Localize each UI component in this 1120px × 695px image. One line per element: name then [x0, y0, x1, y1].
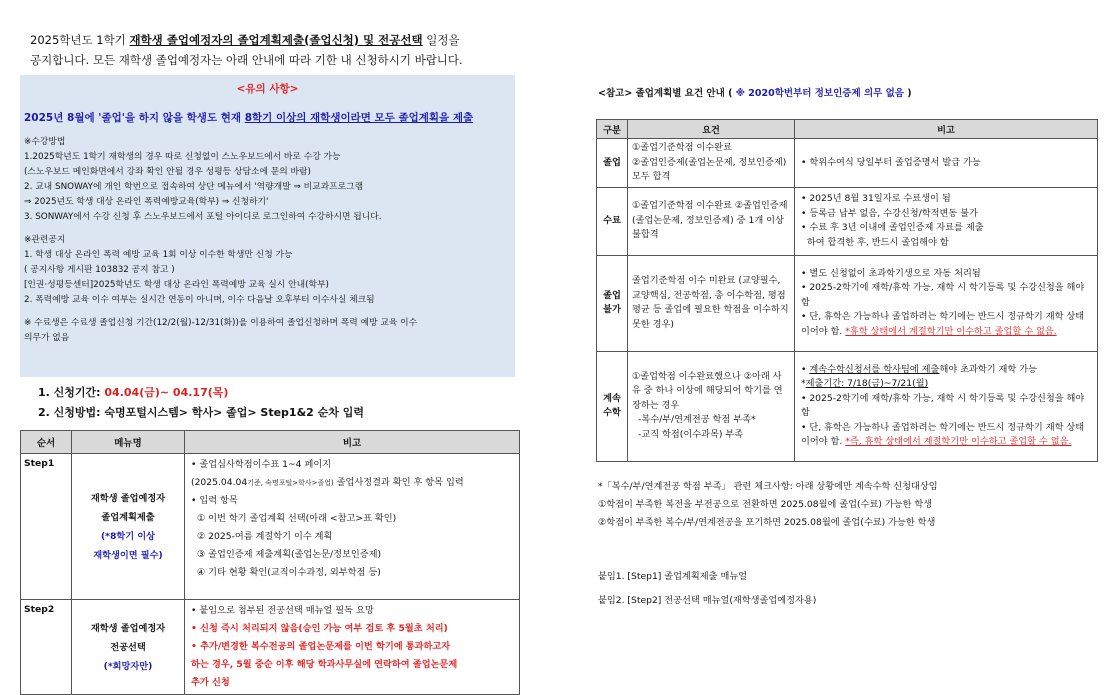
step2-note-3: • 추가/변경한 복수전공의 졸업논문제를 이번 학기에 통과하고자 [191, 641, 451, 652]
req-type-text: 졸업불가 [603, 289, 621, 315]
req-cell: 졸업기준학점 이수 미완료 (교양필수, 교양핵심, 전공학점, 총 이수학점, 평점평균 등 졸업에 필요한 학점을 이수하지 못한 경우) [628, 255, 795, 351]
req-note-line [801, 310, 1091, 339]
req-note [795, 255, 1098, 351]
step1-menu-line1: 재학생 졸업예정자 [90, 492, 166, 504]
notice-line [24, 308, 511, 316]
step1-note-1: • 졸업심사학점이수표 1~4 페이지 [191, 459, 332, 470]
step1-note-5: ② 2025-여름 계절학기 이수 계획 [197, 531, 333, 542]
req-note [795, 187, 1098, 255]
notice-box [20, 75, 515, 377]
step2-menu-line1: 재학생 졸업예정자 [90, 622, 166, 634]
req-header-type: 구분 [597, 120, 628, 139]
req-line: ②졸업인증제(졸업논문제, 정보인증제) 모두 합격 [632, 156, 787, 182]
step2-note-2: • 신청 즉시 처리되지 않음(승인 가능 여부 검토 후 5월초 처리) [191, 623, 448, 634]
step2-menu [72, 600, 185, 695]
period-value: 04.04(금)~ 04.17(목) [104, 386, 229, 399]
step1-menu [72, 454, 185, 600]
req-note: • 학위수여식 당일부터 졸업증명서 발급 가능 [795, 139, 1098, 188]
req-note-warning: *즉, 휴학 상태에서 계절학기만 이수하고 졸업할 수 없음. [845, 436, 1072, 447]
req-header-req: 요건 [628, 120, 795, 139]
notice-headline [24, 110, 511, 125]
attachments [598, 565, 816, 613]
req-type: 수료 [597, 187, 628, 255]
notice-line: ( 공지사항 게시판 103832 공지 참고 ) [24, 265, 175, 275]
step1-row [21, 454, 520, 600]
intro-line1-c: 일정을 [422, 33, 460, 47]
check-notes [598, 478, 938, 532]
check-line-3: ②학점이 부족한 복수/부/연계전공을 포기하면 2025.08월에 졸업(수료) 가능한 학생 [598, 517, 936, 528]
step1-note-2b: 기준, 숙명포털>학사>졸업) [247, 479, 334, 487]
notice-line: 1.2025학년도 1학기 재학생의 경우 따로 신청없이 스노우보드에서 바로 수강 가능 [24, 152, 341, 162]
check-line-2: ①학점이 부족한 복전을 부전공으로 전환하면 2025.08월에 졸업(수료) 가능한 학생 [598, 499, 933, 510]
notice-title: <유의 사항> [236, 83, 299, 95]
step1-note-3: • 입력 항목 [191, 495, 238, 506]
step1-menu-line3: (*8학기 이상 [100, 530, 156, 542]
step1-note-4: ① 이번 학기 졸업계획 선택(아래 <참고>표 확인) [197, 513, 397, 524]
req-note-line: • 별도 신청없이 초과학기생으로 자동 처리됨 [801, 267, 981, 279]
req-type-text: 계속수학 [603, 392, 621, 418]
req-note-text: • 단, 휴학은 가능하나 졸업하려는 학기에는 반드시 정규학기 재학 상태이어야 함. [801, 421, 1085, 447]
notice-line: ⇒ 2025년도 학생 대상 온라인 폭력예방교육(학부) ⇒ 신청하기' [24, 197, 269, 207]
notice-line: (스노우보드 메인화면에서 강좌 확인 안될 경우 성평등 상담소에 문의 바람) [24, 167, 311, 177]
req-type [597, 351, 628, 461]
step2-note [185, 600, 520, 695]
req-row-continue [597, 351, 1098, 461]
req-note [795, 351, 1098, 461]
req-cell [628, 351, 795, 461]
req-header-row [597, 120, 1098, 139]
notice-line: [인권·성평등센터]2025학년도 학생 대상 온라인 폭력예방 교육 실시 안내(학부) [24, 280, 329, 290]
req-line: -복수/부/연계전공 학점 부족* [638, 414, 756, 426]
notice-line: 1. 학생 대상 온라인 폭력 예방 교육 1회 이상 이수한 학생만 신청 가능 [24, 250, 293, 260]
period-label: 1. 신청기간: [38, 386, 105, 399]
req-note-text: • 단, 휴학은 가능하나 졸업하려는 학기에는 반드시 정규학기 재학 상태이어야 함. [801, 311, 1085, 337]
attachment-2: 붙임2. [Step2] 전공선택 매뉴얼(재학생졸업예정자용) [598, 595, 817, 606]
req-note-text: 해야 초과학기 재학 가능 [939, 363, 1037, 375]
step2-menu-line2: 전공선택 [110, 641, 146, 653]
application-period [38, 383, 364, 423]
req-note-line: • 2025년 8월 31일자로 수료생이 됨 [801, 193, 951, 204]
req-line: -교직 학점(이수과목) 부족 [638, 428, 744, 440]
req-note-line: 하여 합격한 후, 반드시 졸업해야 함 [801, 236, 949, 248]
step1-note-2c: 졸업사정결과 확인 후 항목 입력 [333, 477, 464, 488]
notice-headline-a: 2025년 8월에 '졸업'을 하지 않을 학생도 현재 [24, 112, 245, 124]
intro-line1-emphasis: 재학생 졸업예정자의 졸업계획제출(졸업신청) 및 전공선택 [129, 33, 423, 47]
notice-line: ※수강방법 [24, 137, 66, 147]
intro-text [30, 30, 500, 70]
req-note-emphasis: 계속수학신청서를 학사팀에 제출 [809, 363, 940, 375]
step1-note-6: ③ 졸업인증제 제출계획(졸업논문/정보인증제) [197, 549, 382, 560]
req-note-line: • 수료 후 3년 이내에 졸업인증제 자료를 제출 [801, 222, 984, 233]
req-note-deadline: 제출기간: 7/18(금)~7/21(월) [805, 378, 929, 389]
step1-note-2 [191, 474, 513, 492]
req-cell [628, 139, 795, 188]
requirements-table [596, 119, 1098, 462]
notice-headline-b: 8학기 이상의 재학생이라면 모두 졸업계획을 제출 [244, 112, 474, 124]
step1-note-2a: (2025.04.04 [191, 477, 248, 488]
step2-label: Step2 [21, 600, 72, 695]
reference-title-c: ) [903, 88, 912, 99]
notice-line: 3. SONWAY에서 수강 신청 후 스노우보드에서 포털 아이디로 로그인하여 수강하시면 됩니다. [24, 212, 382, 222]
req-note-line: • 2025-2학기에 재학/휴학 가능, 재학 시 학기등록 및 수강신청을 해야함 [801, 392, 1085, 418]
step1-note [185, 454, 520, 600]
req-note-mark: * [801, 378, 806, 389]
notice-lines [24, 135, 511, 346]
step1-menu-line2: 졸업계획제출 [101, 511, 155, 523]
req-note-line: • 2025-2학기에 재학/휴학 가능, 재학 시 학기등록 및 수강신청을 해야함 [801, 282, 1085, 308]
req-note-line: • 계속수학신청서를 학사팀에 제출해야 초과학기 재학 가능 [801, 363, 1037, 375]
step2-row [21, 600, 520, 695]
notice-line: 2. 교내 SNOWAY에 개인 학번으로 접속하여 상단 메뉴에서 '역량개발 ⇒ 비교과프로그램 [24, 182, 364, 192]
step2-menu-line3: (*희망자만) [103, 660, 153, 672]
notice-line: ※관련공지 [24, 235, 66, 245]
steps-header-row [21, 431, 520, 454]
method-label: 2. 신청방법: 숙명포털시스템> 학사> 졸업> Step1&2 순차 입력 [38, 406, 364, 419]
reference-title-b: ※ 2020학번부터 정보인증제 의무 없음 [735, 88, 904, 99]
req-cell: ①졸업기준학점 이수완료 ②졸업인증제(졸업논문제, 정보인증제) 중 1개 이상 불합격 [628, 187, 795, 255]
step1-label: Step1 [21, 454, 72, 600]
notice-line [24, 225, 511, 233]
steps-header-order: 순서 [21, 431, 72, 454]
req-note-warning: *휴학 상태에서 계절학기만 이수하고 졸업할 수 없음. [845, 325, 1057, 337]
req-row-graduate [597, 139, 1098, 188]
attachment-1: 붙임1. [Step1] 졸업계획제출 매뉴얼 [598, 571, 748, 582]
req-type: 졸업 [597, 139, 628, 188]
step2-note-5: 추가 신청 [191, 677, 230, 688]
intro-line2: 공지합니다. 모든 재학생 졸업예정자는 아래 안내에 따라 기한 내 신청하시기 바랍니다. [30, 53, 463, 67]
req-note-line [801, 377, 1091, 392]
reference-title-a: <참고> 졸업계획별 요건 안내 ( [598, 88, 736, 99]
req-note-line: • 등록금 납부 없음, 수강신청/학적변동 불가 [801, 207, 978, 219]
notice-line: ※ 수료생은 수료생 졸업신청 기간(12/2(월)-12/31(화))을 이용하여 졸업신청하며 폭력 예방 교육 이수 [24, 318, 418, 328]
intro-line1-a: 2025학년도 1학기 [30, 33, 130, 47]
req-type [597, 255, 628, 351]
step2-note-1: • 붙임으로 첨부된 전공선택 매뉴얼 필독 요망 [191, 605, 374, 616]
req-row-fail [597, 255, 1098, 351]
steps-header-menu: 메뉴명 [72, 431, 185, 454]
req-header-note: 비고 [795, 120, 1098, 139]
step1-menu-line4: 재학생이면 필수) [93, 549, 163, 561]
req-note-line [801, 421, 1091, 450]
steps-table [20, 430, 520, 695]
check-line-1: *「복수/부/연계전공 학점 부족」 관련 체크사항: 아래 상황에만 계속수학 신청대상임 [598, 481, 938, 492]
step2-note-4: 하는 경우, 5월 중순 이후 해당 학과사무실에 연락하여 졸업논문제 [191, 659, 458, 670]
steps-header-note: 비고 [185, 431, 520, 454]
req-row-complete [597, 187, 1098, 255]
notice-line: 2. 폭력예방 교육 이수 여부는 실시간 연동이 아니며, 이수 다음날 오후부터 이수사실 체크됨 [24, 295, 375, 305]
req-line: ①졸업학점 이수완료했으나 ②아래 사유 중 하나 이상에 해당되어 학기를 연장하는 경우 [632, 370, 783, 411]
step1-note-7: ④ 기타 현황 확인(교직이수과정, 외부학점 등) [197, 567, 381, 578]
req-line: ①졸업기준학점 이수완료 [632, 142, 732, 153]
reference-title [598, 85, 912, 99]
notice-line: 의무가 없음 [24, 333, 70, 343]
